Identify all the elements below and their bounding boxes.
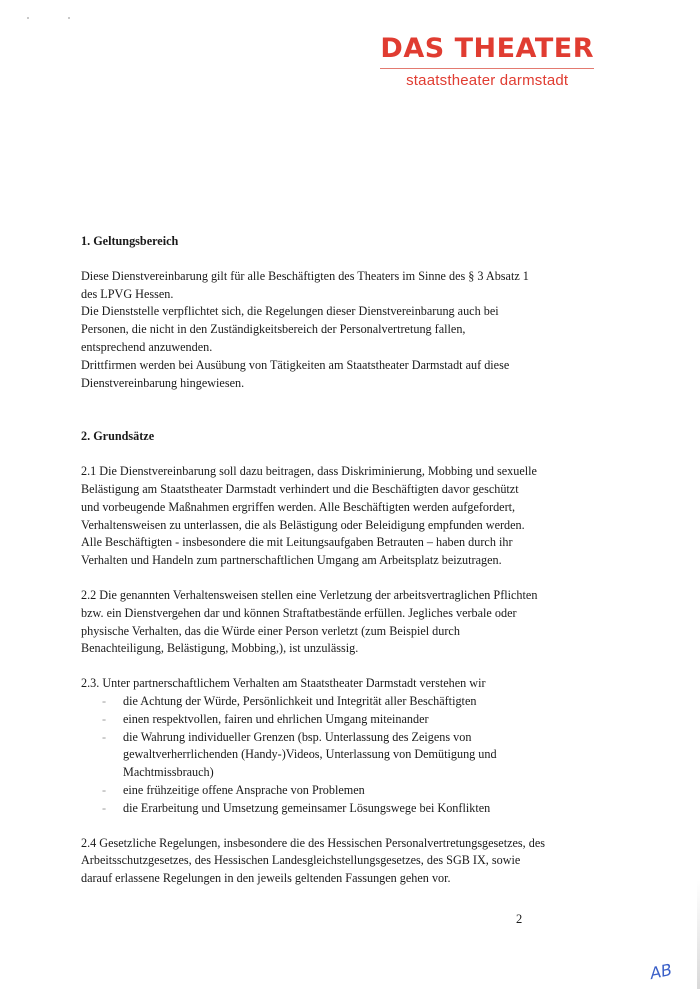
text-line: 2.4 Gesetzliche Regelungen, insbesondere die des Hessischen Personalvertretungsgesetzes, des [81,835,545,850]
list-item [123,711,551,729]
principles-list [81,693,551,818]
logo-divider [380,68,594,69]
text-line: Belästigung am Staatstheater Darmstadt verhindert und die Beschäftigten davor geschützt [81,481,519,496]
handwritten-initials: AB [648,959,674,984]
text-line: bzw. ein Dienstvergehen dar und können Straftatbestände erfüllen. Jegliches verbale oder [81,605,517,620]
paragraph-2-3 [81,675,551,817]
text-line: die Achtung der Würde, Persönlichkeit und Integrität aller Beschäftigten [123,693,477,708]
theater-logo [380,34,594,90]
list-item [123,729,551,782]
text-line: physische Verhalten, das die Würde einer Person verletzt (zum Beispiel durch [81,623,460,638]
text-line: die Erarbeitung und Umsetzung gemeinsamer Lösungswege bei Konflikten [123,800,491,815]
text-line: eine frühzeitige offene Ansprache von Problemen [123,782,365,797]
section-grundsaetze [81,428,551,888]
text-line: darauf erlassene Regelungen in den jeweils geltenden Fassungen gehen vor. [81,871,451,886]
logo-subtitle: staatstheater darmstadt [406,72,569,89]
text-line: Alle Beschäftigten - insbesondere die mit Leitungsaufgaben Betrauten – haben durch ihr [81,535,513,550]
text-line: 2.1 Die Dienstvereinbarung soll dazu beitragen, dass Diskriminierung, Mobbing und sexuelle [81,464,537,479]
text-line: Machtmissbrauch) [123,765,214,780]
text-line: Personen, die nicht in den Zuständigkeitsbereich der Personalvertretung fallen, [81,322,466,337]
list-item [123,800,551,818]
page-number: 2 [516,912,523,926]
section-geltungsbereich [81,233,551,392]
text-line: entsprechend anzuwenden. [81,339,213,354]
text-line: Benachteiligung, Belästigung, Mobbing,), ist unzulässig. [81,641,359,656]
text-line: die Wahrung individueller Grenzen (bsp. Unterlassung des Zeigens von [123,729,472,744]
list-item [123,782,551,800]
text-line: Verhaltensweisen zu unterlassen, die als Belästigung oder Beleidigung empfunden werden. [81,517,525,532]
text-line: 2.3. Unter partnerschaftlichem Verhalten am Staatstheater Darmstadt verstehen wir [81,676,486,691]
logo-title: DAS THEATER [380,33,594,64]
list-item [123,693,551,711]
text-line: gewaltverherrlichenden (Handy-)Videos, Unterlassung von Demütigung und [123,747,497,762]
text-line: Arbeitsschutzgesetzes, des Hessischen Landesgleichstellungsgesetzes, des SGB IX, sowie [81,853,521,868]
text-line: einen respektvollen, fairen und ehrlichen Umgang miteinander [123,711,429,726]
document-body [81,233,551,906]
text-line: Verhalten und Handeln zum partnerschaftlichen Umgang am Arbeitsplatz beizutragen. [81,553,502,568]
text-line: Drittfirmen werden bei Ausübung von Tätigkeiten am Staatstheater Darmstadt auf diese [81,357,510,372]
scan-speck [68,17,70,19]
paragraph-2-4 [81,835,551,888]
text-line: 2.2 Die genannten Verhaltensweisen stellen eine Verletzung der arbeitsvertraglichen Pflichten [81,587,538,602]
section-heading: 2. Grundsätze [81,429,155,444]
scan-speck [27,17,29,19]
text-line: Die Dienststelle verpflichtet sich, die Regelungen dieser Dienstvereinbarung auch bei [81,304,499,319]
text-line: und vorbeugende Maßnahmen ergriffen werden. Alle Beschäftigten werden aufgefordert, [81,499,516,514]
paragraph-2-1 [81,463,551,570]
section-heading: 1. Geltungsbereich [81,234,179,248]
text-line: des LPVG Hessen. [81,286,174,301]
paragraph-2-2 [81,587,551,658]
text-line: Dienstvereinbarung hingewiesen. [81,375,245,390]
text-line: Diese Dienstvereinbarung gilt für alle Beschäftigten des Theaters im Sinne des § 3 Absatz 1 [81,268,529,283]
